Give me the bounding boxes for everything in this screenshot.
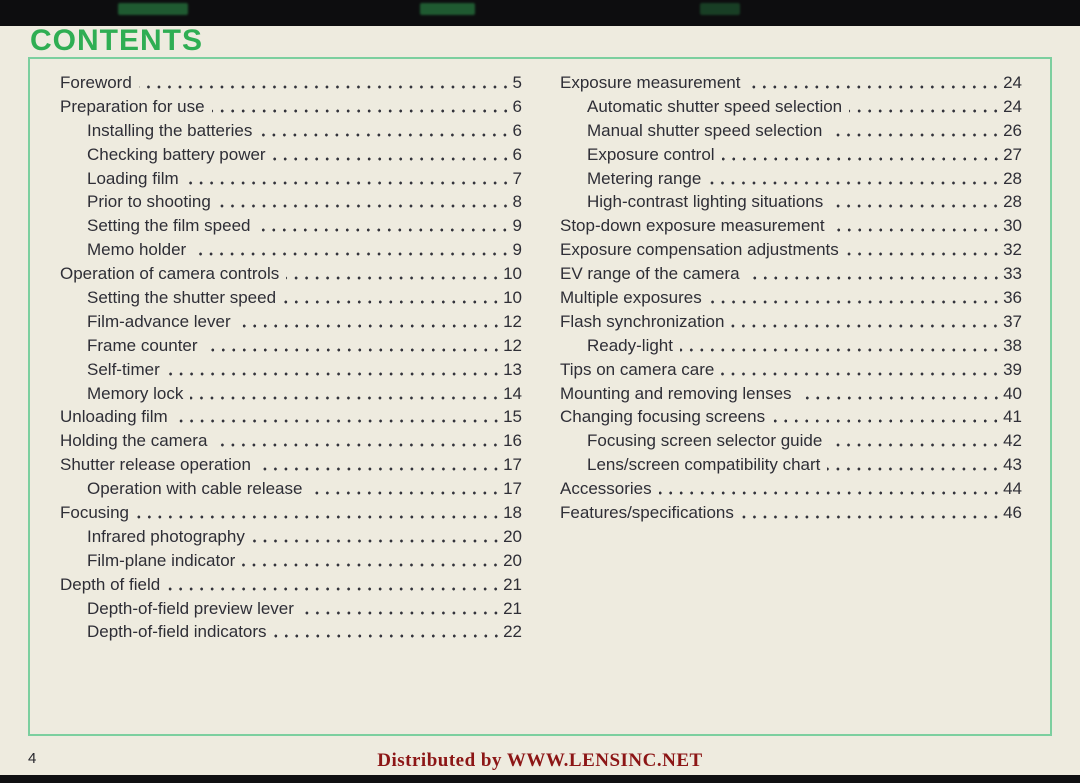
toc-entry-label: Ready-light — [587, 335, 673, 355]
toc-leader-dots — [257, 228, 510, 232]
toc-leader-dots — [214, 443, 501, 447]
page-title: CONTENTS — [30, 24, 203, 57]
toc-leader-dots — [708, 181, 1001, 185]
toc-entry — [60, 119, 522, 143]
toc-leader-dots — [186, 181, 511, 185]
toc-leader-dots — [747, 85, 1001, 89]
toc-entry-page: 21 — [503, 574, 522, 594]
toc-entry-label: Loading film — [87, 168, 179, 188]
toc-leader-dots — [680, 348, 1001, 352]
toc-leader-dots — [741, 515, 1001, 519]
toc-entry-label: Film-plane indicator — [87, 550, 236, 570]
toc-entry-page: 20 — [503, 550, 522, 570]
toc-entry-page: 27 — [1003, 144, 1022, 164]
toc-entry — [60, 190, 522, 214]
toc-entry-label: Stop-down exposure measurement — [560, 216, 825, 236]
toc-entry — [560, 405, 1022, 429]
toc-leader-dots — [238, 324, 501, 328]
toc-entry-page: 16 — [503, 431, 522, 451]
toc-entry-label: Unloading film — [60, 407, 168, 427]
toc-entry-label: Memo holder — [87, 240, 187, 260]
toc-entry-page: 36 — [1003, 287, 1022, 307]
toc-entry — [560, 358, 1022, 382]
toc-entry-page: 12 — [503, 335, 522, 355]
toc-entry-label: Metering range — [587, 168, 702, 188]
toc-leader-dots — [273, 157, 511, 161]
toc-entry-page: 37 — [1003, 311, 1022, 331]
toc-entry — [60, 238, 522, 262]
toc-entry-page: 7 — [512, 168, 522, 188]
toc-entry-label: Prior to shooting — [87, 192, 211, 212]
toc-entry-label: Features/specifications — [560, 502, 734, 522]
toc-entry-page: 32 — [1003, 240, 1022, 260]
toc-entry-label: Frame counter — [87, 335, 198, 355]
toc-entry-label: Setting the film speed — [87, 216, 251, 236]
scan-artifact — [118, 3, 188, 15]
toc-entry-label: Self-timer — [87, 359, 160, 379]
toc-entry-page: 5 — [512, 72, 522, 92]
toc-entry-label: Focusing — [60, 502, 129, 522]
toc-leader-dots — [846, 252, 1001, 256]
toc-entry-label: Checking battery power — [87, 144, 266, 164]
toc-entry-page: 28 — [1003, 168, 1022, 188]
toc-entry — [60, 573, 522, 597]
toc-entry-page: 6 — [512, 120, 522, 140]
toc-entry-label: Depth-of-field preview lever — [87, 598, 294, 618]
toc-entry-page: 33 — [1003, 264, 1022, 284]
toc-entry — [60, 262, 522, 286]
toc-leader-dots — [242, 563, 501, 567]
toc-leader-dots — [193, 252, 510, 256]
toc-leader-dots — [252, 539, 501, 543]
toc-entry — [60, 405, 522, 429]
toc-entry — [560, 167, 1022, 191]
toc-entry-label: Mounting and removing lenses — [560, 383, 792, 403]
toc-entry-page: 46 — [1003, 502, 1022, 522]
toc-entry-label: Film-advance lever — [87, 311, 231, 331]
toc-entry-page: 40 — [1003, 383, 1022, 403]
toc-entry — [60, 382, 522, 406]
toc-entry — [560, 501, 1022, 525]
toc-entry-page: 10 — [503, 287, 522, 307]
toc-leader-dots — [218, 204, 511, 208]
toc-leader-dots — [709, 300, 1001, 304]
toc-entry-page: 24 — [1003, 96, 1022, 116]
toc-leader-dots — [167, 587, 501, 591]
toc-entry-label: Operation of camera controls — [60, 264, 280, 284]
toc-leader-dots — [309, 491, 501, 495]
toc-entry — [560, 477, 1022, 501]
toc-entry-label: Preparation for use — [60, 96, 205, 116]
toc-leader-dots — [259, 133, 510, 137]
toc-leader-dots — [167, 372, 501, 376]
toc-entry — [60, 358, 522, 382]
toc-entry-page: 17 — [503, 455, 522, 475]
toc-entry-label: Infrared photography — [87, 526, 245, 546]
toc-entry-label: Depth of field — [60, 574, 161, 594]
toc-leader-dots — [286, 276, 501, 280]
toc-entry — [560, 382, 1022, 406]
toc-entry-label: Exposure compensation adjustments — [560, 240, 839, 260]
toc-entry-page: 28 — [1003, 192, 1022, 212]
toc-entry — [60, 453, 522, 477]
toc-entry-page: 22 — [503, 622, 522, 642]
toc-entry-page: 44 — [1003, 479, 1022, 499]
toc-entry-page: 6 — [512, 96, 522, 116]
toc-leader-dots — [212, 109, 511, 113]
toc-entry — [60, 525, 522, 549]
scan-bottom-edge — [0, 775, 1080, 783]
toc-entry — [560, 286, 1022, 310]
toc-leader-dots — [799, 396, 1002, 400]
toc-leader-dots — [258, 467, 501, 471]
toc-entry — [60, 310, 522, 334]
toc-leader-dots — [832, 228, 1001, 232]
toc-entry — [60, 620, 522, 644]
toc-entry — [60, 71, 522, 95]
toc-entry-label: Shutter release operation — [60, 455, 251, 475]
toc-entry — [60, 167, 522, 191]
toc-leader-dots — [175, 419, 501, 423]
footer-distributor-text: Distributed by WWW.LENSINC.NET — [377, 750, 703, 771]
toc-entry-label: High-contrast lighting situations — [587, 192, 824, 212]
toc-entry — [60, 477, 522, 501]
toc-entry-page: 42 — [1003, 431, 1022, 451]
toc-leader-dots — [205, 348, 502, 352]
toc-column-right — [560, 71, 1022, 525]
toc-entry — [560, 143, 1022, 167]
scan-artifact — [420, 3, 475, 15]
toc-leader-dots — [829, 443, 1001, 447]
toc-entry — [560, 334, 1022, 358]
toc-entry-label: Holding the camera — [60, 431, 208, 451]
toc-entry-page: 20 — [503, 526, 522, 546]
toc-leader-dots — [722, 157, 1002, 161]
toc-entry-label: Operation with cable release — [87, 479, 303, 499]
toc-entry-page: 43 — [1003, 455, 1022, 475]
toc-entry-label: Flash synchronization — [560, 311, 725, 331]
toc-entry — [560, 214, 1022, 238]
toc-entry-label: EV range of the camera — [560, 264, 740, 284]
toc-entry-page: 8 — [512, 192, 522, 212]
toc-leader-dots — [731, 324, 1001, 328]
toc-entry-label: Changing focusing screens — [560, 407, 766, 427]
toc-entry-page: 24 — [1003, 72, 1022, 92]
toc-entry — [560, 119, 1022, 143]
toc-entry-label: Manual shutter speed selection — [587, 120, 823, 140]
toc-entry-label: Installing the batteries — [87, 120, 253, 140]
toc-entry-page: 13 — [503, 359, 522, 379]
toc-leader-dots — [721, 372, 1001, 376]
toc-entry-page: 26 — [1003, 120, 1022, 140]
toc-entry-label: Memory lock — [87, 383, 184, 403]
toc-column-left — [60, 71, 522, 644]
toc-entry — [560, 262, 1022, 286]
toc-entry-page: 41 — [1003, 407, 1022, 427]
toc-leader-dots — [190, 396, 501, 400]
scan-top-edge — [0, 0, 1080, 26]
toc-leader-dots — [139, 85, 511, 89]
toc-entry-label: Tips on camera care — [560, 359, 715, 379]
toc-leader-dots — [274, 634, 502, 638]
toc-entry-page: 30 — [1003, 216, 1022, 236]
contents-box — [28, 57, 1052, 736]
toc-entry-page: 39 — [1003, 359, 1022, 379]
toc-leader-dots — [830, 204, 1001, 208]
toc-entry-page: 15 — [503, 407, 522, 427]
toc-entry-page: 9 — [512, 216, 522, 236]
toc-entry-page: 14 — [503, 383, 522, 403]
toc-leader-dots — [136, 515, 501, 519]
toc-leader-dots — [827, 467, 1001, 471]
toc-entry — [60, 549, 522, 573]
toc-entry-label: Lens/screen compatibility chart — [587, 455, 821, 475]
toc-leader-dots — [659, 491, 1001, 495]
toc-entry — [60, 501, 522, 525]
toc-entry — [60, 334, 522, 358]
toc-entry — [60, 95, 522, 119]
toc-entry-label: Exposure control — [587, 144, 715, 164]
toc-entry-label: Foreword — [60, 72, 132, 92]
toc-entry — [560, 310, 1022, 334]
toc-entry-label: Focusing screen selector guide — [587, 431, 823, 451]
page-number: 4 — [28, 750, 37, 767]
toc-entry — [60, 286, 522, 310]
toc-leader-dots — [829, 133, 1001, 137]
toc-entry-label: Depth-of-field indicators — [87, 622, 267, 642]
toc-entry — [60, 143, 522, 167]
toc-entry-label: Accessories — [560, 479, 652, 499]
toc-entry — [560, 95, 1022, 119]
toc-entry-page: 6 — [512, 144, 522, 164]
toc-entry-page: 17 — [503, 479, 522, 499]
toc-leader-dots — [301, 611, 501, 615]
toc-leader-dots — [283, 300, 501, 304]
toc-entry-label: Setting the shutter speed — [87, 287, 277, 307]
toc-entry-label: Automatic shutter speed selection — [587, 96, 843, 116]
toc-entry — [60, 597, 522, 621]
toc-entry — [60, 429, 522, 453]
toc-leader-dots — [747, 276, 1002, 280]
toc-entry — [560, 71, 1022, 95]
toc-leader-dots — [849, 109, 1001, 113]
toc-entry-label: Multiple exposures — [560, 287, 702, 307]
toc-entry-label: Exposure measurement — [560, 72, 741, 92]
toc-entry-page: 18 — [503, 502, 522, 522]
toc-entry-page: 10 — [503, 264, 522, 284]
toc-entry — [560, 238, 1022, 262]
toc-entry — [560, 453, 1022, 477]
toc-entry-page: 38 — [1003, 335, 1022, 355]
toc-entry — [60, 214, 522, 238]
toc-entry-page: 9 — [512, 240, 522, 260]
toc-entry — [560, 190, 1022, 214]
toc-entry-page: 12 — [503, 311, 522, 331]
toc-leader-dots — [772, 419, 1001, 423]
toc-entry — [560, 429, 1022, 453]
scan-artifact — [700, 3, 740, 15]
toc-entry-page: 21 — [503, 598, 522, 618]
